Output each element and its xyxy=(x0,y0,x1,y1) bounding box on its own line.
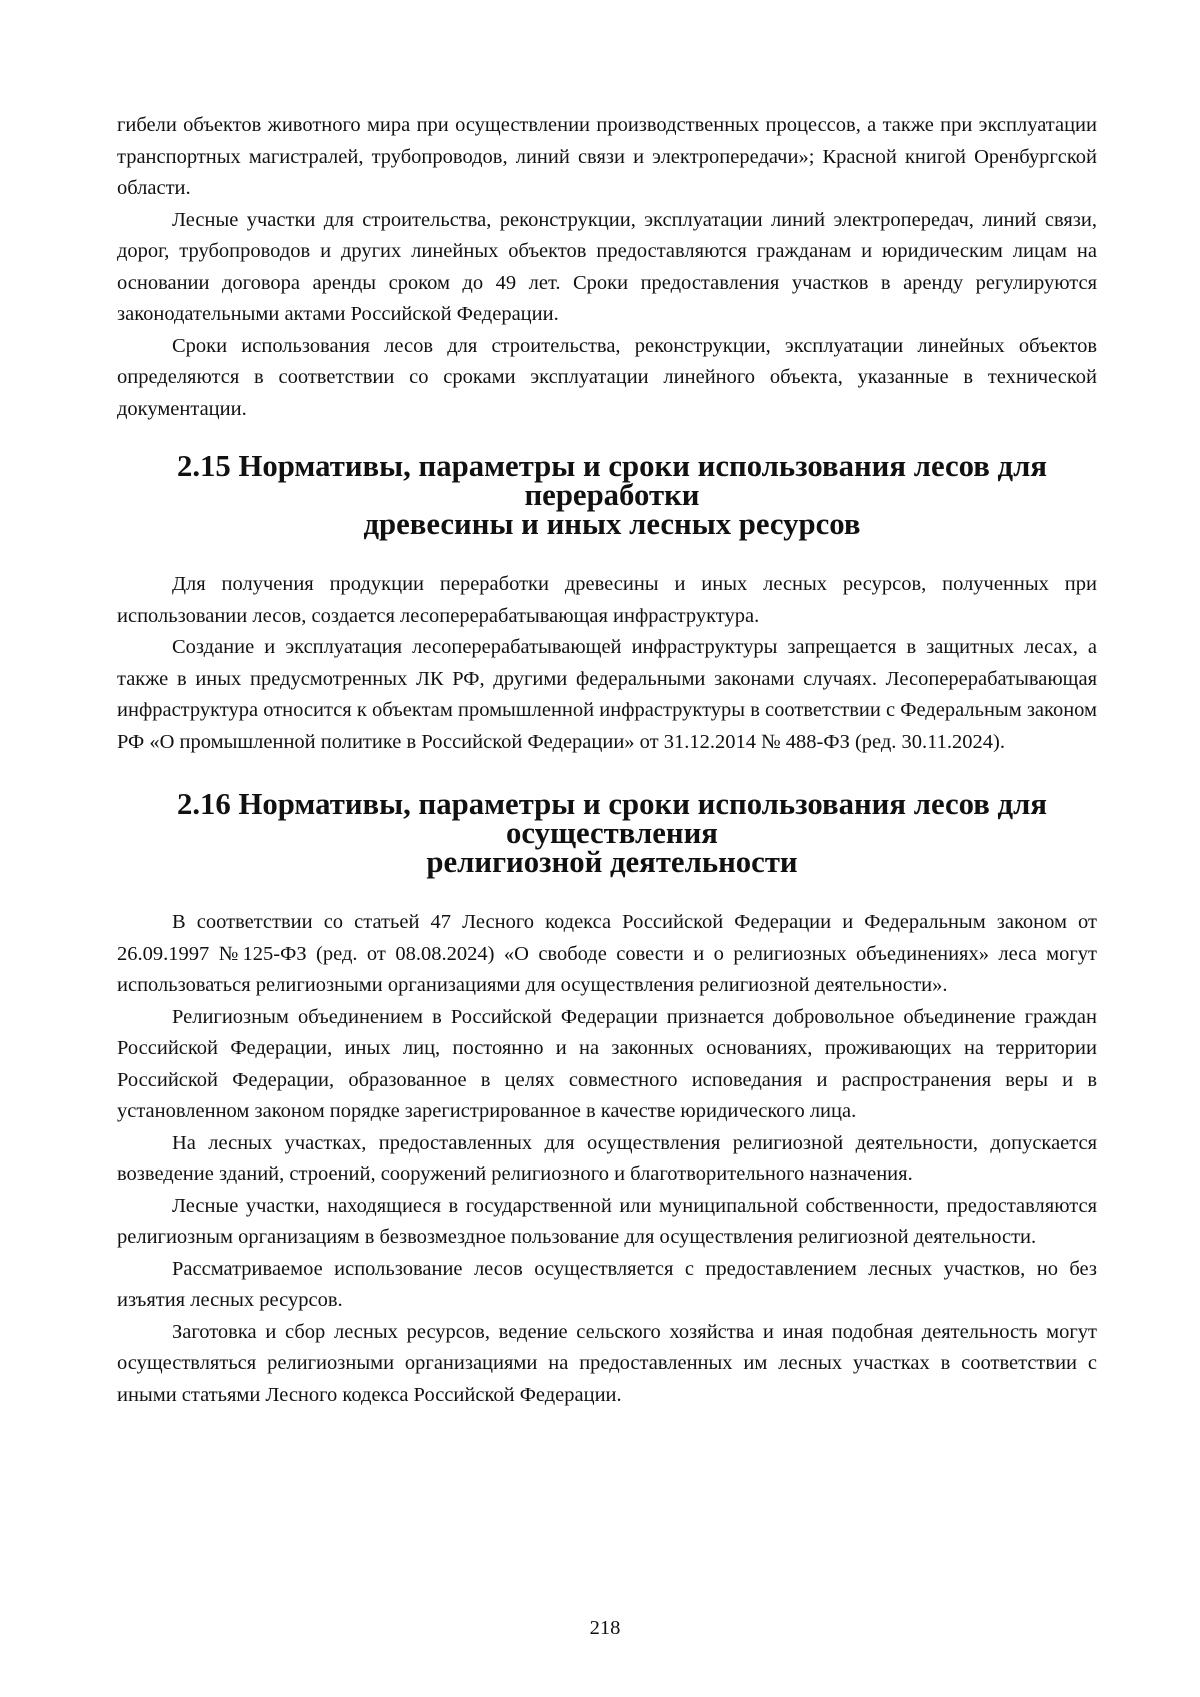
body-paragraph: Сроки использования лесов для строительства, реконструкции, эксплуатации линейных объектов определяются в соответствии со сроками эксплуатации линейного объекта, указанные в технической документации. xyxy=(117,334,1097,420)
body-paragraph: Заготовка и сбор лесных ресурсов, ведение сельского хозяйства и иная подобная деятельность могут осуществляться религиозными организациями на предоставленных им лесных участках в соответствии с иными статьями Лесного кодекса Российской Федерации. xyxy=(117,1320,1097,1406)
body-paragraph: Создание и эксплуатация лесоперерабатывающей инфраструктуры запрещается в защитных лесах, а также в иных предусмотренных ЛК РФ, другими федеральными законами случаях. Лесоперерабатывающая инфраструктура относится к объектам промышленной инфраструктуры в соответствии с Федеральным законом РФ «О промышленной политике в Российской Федерации» от 31.12.2014 № 488-ФЗ (ред. 30.11.2024). xyxy=(117,636,1097,753)
continuation-paragraph: гибели объектов животного мира при осуществлении производственных процессов, а также при эксплуатации транспортных магистралей, трубопроводов, линий связи и электропередачи»; Красной книгой Оренбургской области. xyxy=(117,114,1097,199)
section-heading-2-16 xyxy=(117,787,1097,879)
heading-line: 2.16 Нормативы, параметры и сроки использования лесов для осуществления xyxy=(176,787,1047,850)
body-paragraph: Рассматриваемое использование лесов осуществляется с предоставлением лесных участков, но без изъятия лесных ресурсов. xyxy=(117,1257,1097,1311)
section-heading-2-15 xyxy=(117,449,1097,541)
body-paragraph: Для получения продукции переработки древесины и иных лесных ресурсов, полученных при использовании лесов, создается лесоперерабатывающая инфраструктура. xyxy=(117,573,1097,627)
body-paragraph: Лесные участки, находящиеся в государственной или муниципальной собственности, предоставляются религиозным организациям в безвозмездное пользование для осуществления религиозной деятельности. xyxy=(117,1194,1097,1248)
body-paragraph: Религиозным объединением в Российской Федерации признается добровольное объединение граждан Российской Федерации, иных лиц, постоянно и на законных основаниях, проживающих на территории Российской Федерации, образованное в целях совместного исповедания и распространения веры и в установленном законом порядке зарегистрированное в качестве юридического лица. xyxy=(117,1005,1097,1122)
heading-line: 2.15 Нормативы, параметры и сроки использования лесов для переработки xyxy=(176,449,1047,512)
page-number: 218 xyxy=(589,1617,621,1639)
body-paragraph: В соответствии со статьей 47 Лесного кодекса Российской Федерации и Федеральным законом от 26.09.1997 №125-ФЗ (ред. от 08.08.2024) «О свободе совести и о религиозных объединениях» леса могут использоваться религиозными организациями для осуществления религиозной деятельности». xyxy=(117,911,1097,996)
heading-line: религиозной деятельности xyxy=(426,845,798,879)
body-paragraph: На лесных участках, предоставленных для осуществления религиозной деятельности, допускается возведение зданий, строений, сооружений религиозного и благотворительного назначения. xyxy=(117,1131,1097,1185)
body-paragraph: Лесные участки для строительства, реконструкции, эксплуатации линий электропередач, линий связи, дорог, трубопроводов и других линейных объектов предоставляются гражданам и юридическим лицам на основании договора аренды сроком до 49 лет. Сроки предоставления участков в аренду регулируются законодательными актами Российской Федерации. xyxy=(117,208,1097,325)
heading-line: древесины и иных лесных ресурсов xyxy=(363,507,861,541)
